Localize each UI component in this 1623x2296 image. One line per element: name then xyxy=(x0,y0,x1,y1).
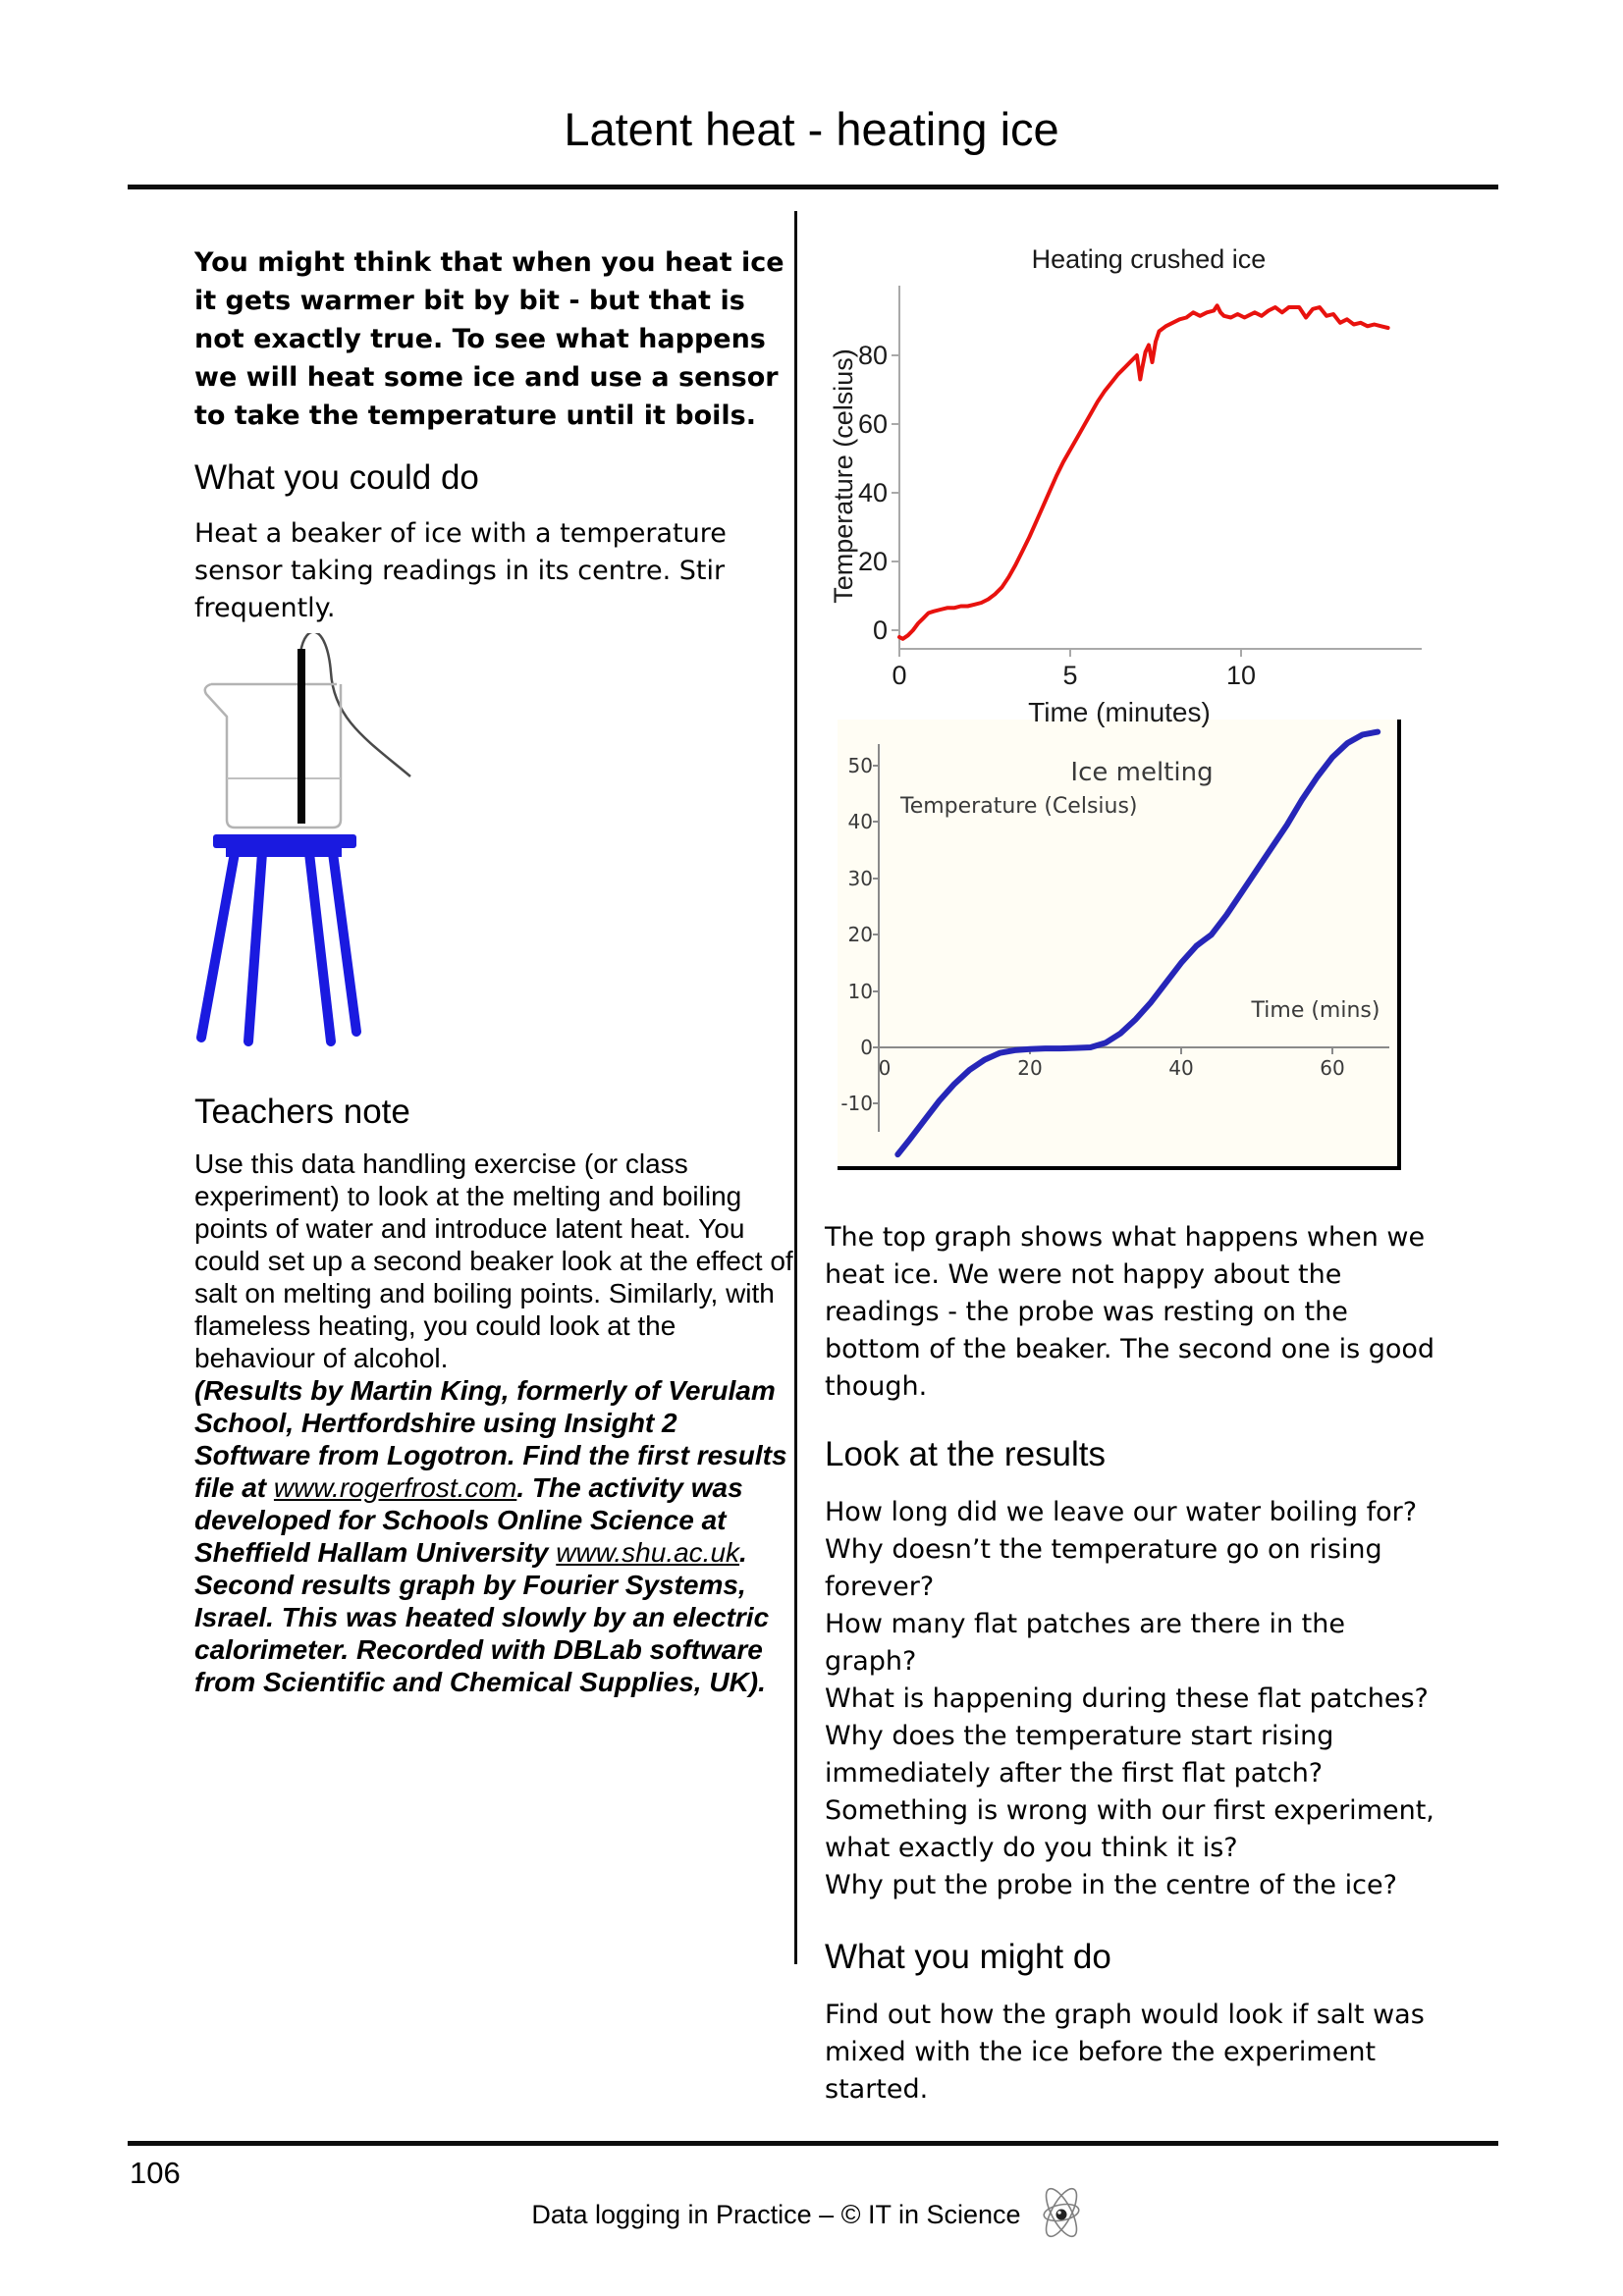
title-rule xyxy=(128,185,1498,189)
chart2-y-axis-label: Temperature (Celsius) xyxy=(900,794,1138,819)
chart-heating-crushed-ice xyxy=(825,240,1434,731)
chart2-xtick-20: 20 xyxy=(1017,1056,1043,1080)
chart1-y-axis-label: Temperature (celsius) xyxy=(829,348,858,604)
page-number: 106 xyxy=(130,2156,181,2190)
chart1-ytick-40: 40 xyxy=(857,478,888,507)
chart2-xtick-40: 40 xyxy=(1168,1056,1194,1080)
footer-rule xyxy=(128,2141,1498,2146)
chart1-ytick-60: 60 xyxy=(857,409,888,439)
question-item: How long did we leave our water boiling for? xyxy=(825,1497,1418,1527)
chart1-ytick-0: 0 xyxy=(872,615,888,645)
teachers-note-body: Use this data handling exercise (or class experiment) to look at the melting and boiling points of water and introduce latent heat. You could set up a second beaker look at the effect of salt on melting and boiling points. Similarly, with flameless heating, you could look at the behaviour of alcohol. xyxy=(194,1148,793,1373)
beaker-outline xyxy=(205,684,341,828)
credits-part2: . The activity was developed for Schools Online Science at Sheffield Hallam University xyxy=(194,1472,743,1568)
question-item: Something is wrong with our first experiment, what exactly do you think it is? xyxy=(825,1795,1434,1863)
chart1-x-axis-label: Time (minutes) xyxy=(1028,697,1211,727)
footer xyxy=(0,2181,1623,2249)
heading-look-at-the-results: Look at the results xyxy=(825,1435,1106,1473)
question-item: How many flat patches are there in the graph? xyxy=(825,1609,1345,1677)
chart1-title: Heating crushed ice xyxy=(1031,244,1267,274)
chart2-xtick-60: 60 xyxy=(1320,1056,1345,1080)
credits-part3: . Second results graph by Fourier Systems, Israel. This was heated slowly by an electric calorimeter. Recorded with DBLab software from Scientific and Chemical Supplies, UK). xyxy=(194,1537,770,1697)
chart2-ytick-30: 30 xyxy=(847,867,873,890)
chart2-ytick-neg10: -10 xyxy=(840,1092,873,1115)
question-item: Why doesn’t the temperature go on rising forever? xyxy=(825,1534,1382,1602)
temperature-probe xyxy=(298,649,305,824)
chart1-x-ticks xyxy=(899,649,1241,657)
atom-icon xyxy=(1031,2181,1092,2249)
questions-list xyxy=(825,1494,1435,1904)
heading-what-you-could-do: What you could do xyxy=(194,458,479,497)
link-rogerfrost[interactable]: www.rogerfrost.com xyxy=(273,1472,517,1503)
link-shu[interactable]: www.shu.ac.uk xyxy=(556,1537,740,1568)
chart2-ytick-50: 50 xyxy=(847,754,873,777)
chart2-ytick-10: 10 xyxy=(847,980,873,1003)
sensor-wire xyxy=(300,633,410,776)
credits-part1: (Results by Martin King, formerly of Verulam School, Hertfordshire using Insight 2 Software from Logotron. Find the first results file at xyxy=(194,1375,787,1503)
chart1-y-ticks xyxy=(892,355,899,630)
chart1-xtick-0: 0 xyxy=(892,661,907,690)
temperature-curve-red xyxy=(899,305,1388,639)
left-column xyxy=(194,243,797,1698)
chart-ice-melting xyxy=(838,720,1401,1170)
chart2-ytick-20: 20 xyxy=(847,923,873,946)
heading-teachers-note: Teachers note xyxy=(194,1093,410,1131)
credits-paragraph xyxy=(194,1374,797,1698)
chart1-xtick-5: 5 xyxy=(1062,661,1078,690)
question-item: What is happening during these flat patches? xyxy=(825,1683,1429,1714)
beaker-on-stool-illustration xyxy=(172,633,515,1070)
question-item: Why does the temperature start rising immediately after the first flat patch? xyxy=(825,1721,1334,1789)
chart2-ytick-0: 0 xyxy=(860,1036,873,1059)
what-you-could-do-body: Heat a beaker of ice with a temperature sensor taking readings in its centre. Stir frequently. xyxy=(194,518,727,623)
what-you-might-do-body: Find out how the graph would look if salt was mixed with the ice before the experiment started. xyxy=(825,2000,1425,2105)
chart1-ytick-80: 80 xyxy=(857,341,888,370)
right-column xyxy=(825,236,1435,2109)
footer-text: Data logging in Practice – © IT in Science xyxy=(531,2200,1021,2229)
chart2-ytick-40: 40 xyxy=(847,810,873,833)
chart2-x-axis-label: Time (mins) xyxy=(1251,998,1380,1023)
chart2-title: Ice melting xyxy=(1070,758,1214,787)
stool xyxy=(201,834,356,1041)
results-comment: The top graph shows what happens when we heat ice. We were not happy about the readings - the probe was resting on the bottom of the beaker. The second one is good though. xyxy=(825,1222,1435,1402)
chart1-ytick-20: 20 xyxy=(857,547,888,576)
heading-what-you-might-do: What you might do xyxy=(825,1938,1111,1976)
chart2-xtick-0: 0 xyxy=(878,1056,892,1080)
page-title: Latent heat - heating ice xyxy=(564,103,1059,155)
intro-paragraph: You might think that when you heat ice it gets warmer bit by bit - but that is not exactly true. To see what happens we will heat some ice and use a sensor to take the temperature until it boils. xyxy=(194,247,784,431)
beaker-diagram xyxy=(172,633,797,1075)
chart1-xtick-10: 10 xyxy=(1225,661,1257,690)
question-item: Why put the probe in the centre of the ice? xyxy=(825,1870,1397,1900)
